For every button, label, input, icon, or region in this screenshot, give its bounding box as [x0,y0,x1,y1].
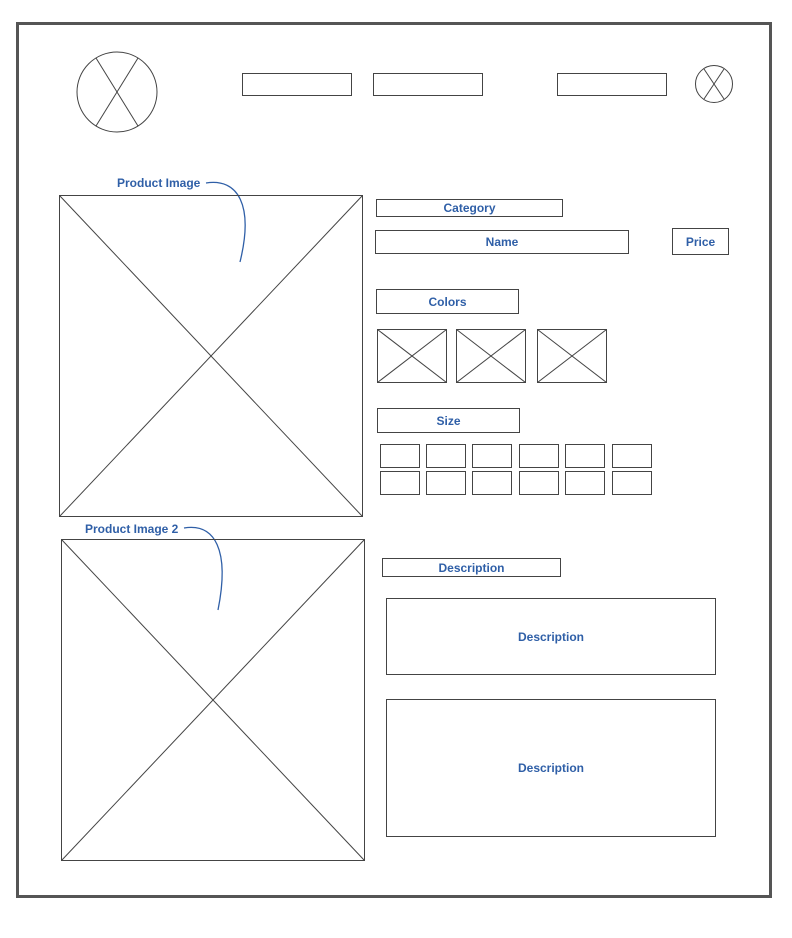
price-field: Price [672,228,729,255]
product-image-2-annotation: Product Image 2 [85,522,179,536]
product-image-2-placeholder [61,539,365,861]
size-label: Size [377,408,520,433]
colors-label: Colors [376,289,519,314]
description-label: Description [382,558,561,577]
description-block-1: Description [386,598,716,675]
description-block-2: Description [386,699,716,837]
category-field: Category [376,199,563,217]
name-field: Name [375,230,629,254]
product-image-annotation: Product Image [117,176,201,190]
